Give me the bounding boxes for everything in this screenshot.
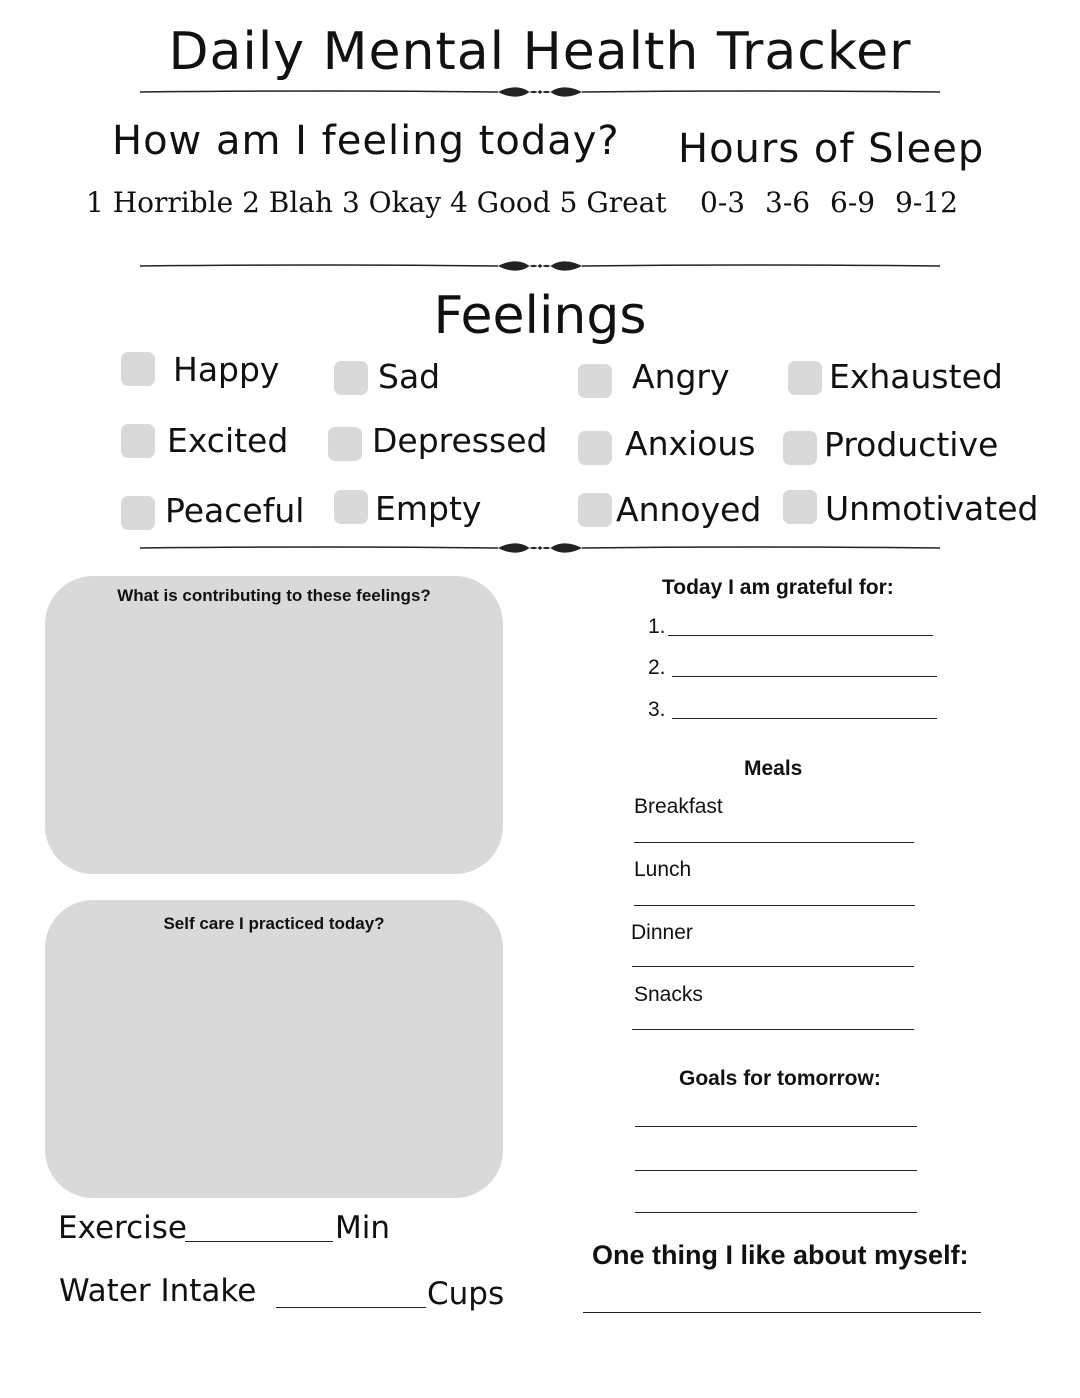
feeling-label: Peaceful [165,491,305,530]
meal-label-snacks: Snacks [634,983,703,1006]
feeling-label: Annoyed [616,490,762,529]
like-myself-heading: One thing I like about myself: [592,1240,969,1270]
feeling-checkbox-sad[interactable] [334,361,368,395]
sleep-option[interactable]: 3-6 [765,186,811,219]
exercise-unit: Min [335,1210,391,1246]
meal-line-breakfast[interactable] [634,842,914,843]
grateful-number: 1. [648,615,666,638]
feeling-checkbox-empty[interactable] [334,490,368,524]
sleep-heading: Hours of Sleep [678,126,985,172]
feeling-label: Anxious [625,424,756,463]
feeling-checkbox-annoyed[interactable] [578,493,612,527]
ornamental-divider [140,538,940,558]
meal-label-breakfast: Breakfast [634,795,723,818]
exercise-input-line[interactable] [185,1241,333,1242]
meals-heading: Meals [744,757,803,780]
contributing-feelings-title: What is contributing to these feelings? [117,586,431,605]
meal-label-dinner: Dinner [631,921,693,944]
meal-line-lunch[interactable] [634,905,915,906]
water-input-line[interactable] [276,1307,426,1308]
like-myself-line[interactable] [583,1312,981,1313]
feeling-label: Happy [173,350,280,389]
feeling-scale: 1 Horrible 2 Blah 3 Okay 4 Good 5 Great [86,186,667,219]
feeling-label: Sad [378,357,441,396]
feeling-question: How am I feeling today? [112,118,620,164]
feeling-checkbox-unmotivated[interactable] [783,490,817,524]
feeling-label: Exhausted [829,357,1003,396]
self-care-title: Self care I practiced today? [163,914,385,933]
goal-line-1[interactable] [635,1126,917,1127]
sleep-option[interactable]: 6-9 [830,186,876,219]
feeling-checkbox-productive[interactable] [783,431,817,465]
meal-line-snacks[interactable] [632,1029,914,1030]
sleep-option[interactable]: 0-3 [700,186,746,219]
goal-line-3[interactable] [635,1212,917,1213]
grateful-heading: Today I am grateful for: [662,576,894,599]
grateful-line-2[interactable] [672,676,937,677]
grateful-number: 3. [648,698,666,721]
feeling-checkbox-peaceful[interactable] [121,496,155,530]
ornamental-divider [140,256,940,276]
meal-label-lunch: Lunch [634,858,692,881]
grateful-line-1[interactable] [668,635,933,636]
feeling-label: Depressed [372,421,548,460]
feeling-checkbox-anxious[interactable] [578,431,612,465]
self-care-box[interactable] [45,900,503,1198]
water-unit: Cups [427,1276,505,1312]
ornamental-divider [140,82,940,102]
meal-line-dinner[interactable] [632,966,914,967]
feeling-label: Angry [632,357,730,396]
feeling-label: Productive [824,425,999,464]
goal-line-2[interactable] [635,1170,917,1171]
exercise-label: Exercise [58,1210,187,1246]
goals-heading: Goals for tomorrow: [679,1067,881,1090]
page-title: Daily Mental Health Tracker [168,22,912,82]
sleep-option[interactable]: 9-12 [895,186,958,219]
feeling-checkbox-happy[interactable] [121,352,155,386]
feeling-label: Empty [375,489,482,528]
feeling-checkbox-depressed[interactable] [328,427,362,461]
feelings-heading: Feelings [433,286,647,346]
feeling-label: Excited [167,421,289,460]
feeling-checkbox-excited[interactable] [121,424,155,458]
feeling-checkbox-exhausted[interactable] [788,361,822,395]
feeling-label: Unmotivated [825,489,1039,528]
contributing-feelings-box[interactable] [45,576,503,874]
feeling-checkbox-angry[interactable] [578,364,612,398]
water-intake-label: Water Intake [59,1273,257,1309]
grateful-number: 2. [648,656,666,679]
grateful-line-3[interactable] [672,718,937,719]
